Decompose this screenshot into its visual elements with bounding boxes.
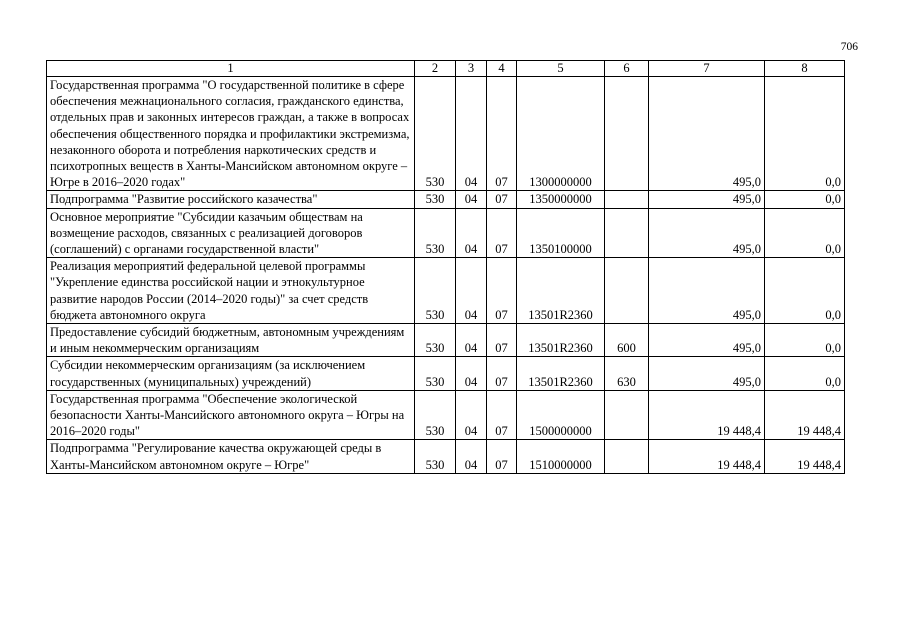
row-amount-cell: 495,0 bbox=[649, 258, 765, 324]
row-name-cell: Реализация мероприятий федеральной целевой программы "Укрепление единства российской нации и этнокультурное развитие народов России (2014–2020 годы)" за счет средств бюджета автономного округа bbox=[47, 258, 415, 324]
table-header-row bbox=[47, 61, 845, 77]
table-row bbox=[47, 208, 845, 258]
row-amount-cell: 0,0 bbox=[765, 324, 845, 357]
row-code-cell: 07 bbox=[487, 191, 517, 208]
row-code-cell: 07 bbox=[487, 390, 517, 440]
row-code-cell bbox=[605, 77, 649, 191]
row-code-cell: 04 bbox=[456, 208, 487, 258]
row-code-cell: 530 bbox=[415, 324, 456, 357]
row-code-cell: 530 bbox=[415, 390, 456, 440]
table-row bbox=[47, 258, 845, 324]
row-code-cell: 04 bbox=[456, 440, 487, 473]
row-code-cell: 04 bbox=[456, 191, 487, 208]
row-code-cell: 07 bbox=[487, 208, 517, 258]
row-code-cell: 07 bbox=[487, 324, 517, 357]
column-header: 6 bbox=[605, 61, 649, 77]
row-amount-cell: 0,0 bbox=[765, 357, 845, 390]
row-code-cell: 530 bbox=[415, 191, 456, 208]
row-name-cell: Подпрограмма "Регулирование качества окружающей среды в Ханты-Мансийском автономном округе – Югре" bbox=[47, 440, 415, 473]
row-amount-cell: 0,0 bbox=[765, 191, 845, 208]
row-code-cell: 07 bbox=[487, 440, 517, 473]
row-amount-cell: 495,0 bbox=[649, 324, 765, 357]
row-code-cell: 07 bbox=[487, 357, 517, 390]
row-amount-cell: 19 448,4 bbox=[765, 390, 845, 440]
row-code-cell bbox=[605, 208, 649, 258]
row-code-cell bbox=[605, 440, 649, 473]
row-code-cell bbox=[605, 191, 649, 208]
row-amount-cell: 495,0 bbox=[649, 191, 765, 208]
row-code-cell: 530 bbox=[415, 208, 456, 258]
row-code-cell: 630 bbox=[605, 357, 649, 390]
row-name-cell: Основное мероприятие "Субсидии казачьим обществам на возмещение расходов, связанных с реализацией договоров (соглашений) с органами государственной власти" bbox=[47, 208, 415, 258]
table-row bbox=[47, 440, 845, 473]
table-row bbox=[47, 357, 845, 390]
row-code-cell: 530 bbox=[415, 440, 456, 473]
row-code-cell: 1510000000 bbox=[517, 440, 605, 473]
row-code-cell: 04 bbox=[456, 357, 487, 390]
row-code-cell: 04 bbox=[456, 324, 487, 357]
row-amount-cell: 495,0 bbox=[649, 357, 765, 390]
column-header: 5 bbox=[517, 61, 605, 77]
column-header: 1 bbox=[47, 61, 415, 77]
row-amount-cell: 0,0 bbox=[765, 77, 845, 191]
table-row bbox=[47, 77, 845, 191]
row-amount-cell: 0,0 bbox=[765, 208, 845, 258]
row-code-cell: 600 bbox=[605, 324, 649, 357]
page-number: 706 bbox=[840, 41, 858, 53]
row-name-cell: Субсидии некоммерческим организациям (за исключением государственных (муниципальных) учреждений) bbox=[47, 357, 415, 390]
row-code-cell: 13501R2360 bbox=[517, 357, 605, 390]
row-code-cell bbox=[605, 390, 649, 440]
row-name-cell: Государственная программа "Обеспечение экологической безопасности Ханты-Мансийского автономного округа – Югры на 2016–2020 годы" bbox=[47, 390, 415, 440]
row-code-cell bbox=[605, 258, 649, 324]
row-code-cell: 04 bbox=[456, 77, 487, 191]
table-row bbox=[47, 390, 845, 440]
row-code-cell: 13501R2360 bbox=[517, 258, 605, 324]
row-code-cell: 1300000000 bbox=[517, 77, 605, 191]
row-amount-cell: 19 448,4 bbox=[649, 390, 765, 440]
row-amount-cell: 495,0 bbox=[649, 77, 765, 191]
row-code-cell: 13501R2360 bbox=[517, 324, 605, 357]
row-code-cell: 1350000000 bbox=[517, 191, 605, 208]
column-header: 3 bbox=[456, 61, 487, 77]
column-header: 8 bbox=[765, 61, 845, 77]
row-code-cell: 07 bbox=[487, 258, 517, 324]
column-header: 7 bbox=[649, 61, 765, 77]
table-row bbox=[47, 191, 845, 208]
row-name-cell: Предоставление субсидий бюджетным, автономным учреждениям и иным некоммерческим организациям bbox=[47, 324, 415, 357]
row-code-cell: 530 bbox=[415, 258, 456, 324]
row-code-cell: 1350100000 bbox=[517, 208, 605, 258]
row-amount-cell: 495,0 bbox=[649, 208, 765, 258]
row-amount-cell: 19 448,4 bbox=[765, 440, 845, 473]
row-code-cell: 04 bbox=[456, 390, 487, 440]
table-row bbox=[47, 324, 845, 357]
column-header: 4 bbox=[487, 61, 517, 77]
row-amount-cell: 19 448,4 bbox=[649, 440, 765, 473]
row-code-cell: 07 bbox=[487, 77, 517, 191]
column-header: 2 bbox=[415, 61, 456, 77]
row-code-cell: 1500000000 bbox=[517, 390, 605, 440]
row-name-cell: Государственная программа "О государственной политике в сфере обеспечения межнационального согласия, гражданского единства, отдельных прав и законных интересов граждан, а также в вопросах обеспечения общественного порядка и профилактики экстремизма, незаконного оборота и потребления наркотических средств и психотропных веществ в Ханты-Мансийском автономном округе – Югре в 2016–2020 годах" bbox=[47, 77, 415, 191]
row-code-cell: 04 bbox=[456, 258, 487, 324]
row-name-cell: Подпрограмма "Развитие российского казачества" bbox=[47, 191, 415, 208]
budget-table bbox=[46, 60, 845, 474]
row-code-cell: 530 bbox=[415, 77, 456, 191]
row-code-cell: 530 bbox=[415, 357, 456, 390]
row-amount-cell: 0,0 bbox=[765, 258, 845, 324]
